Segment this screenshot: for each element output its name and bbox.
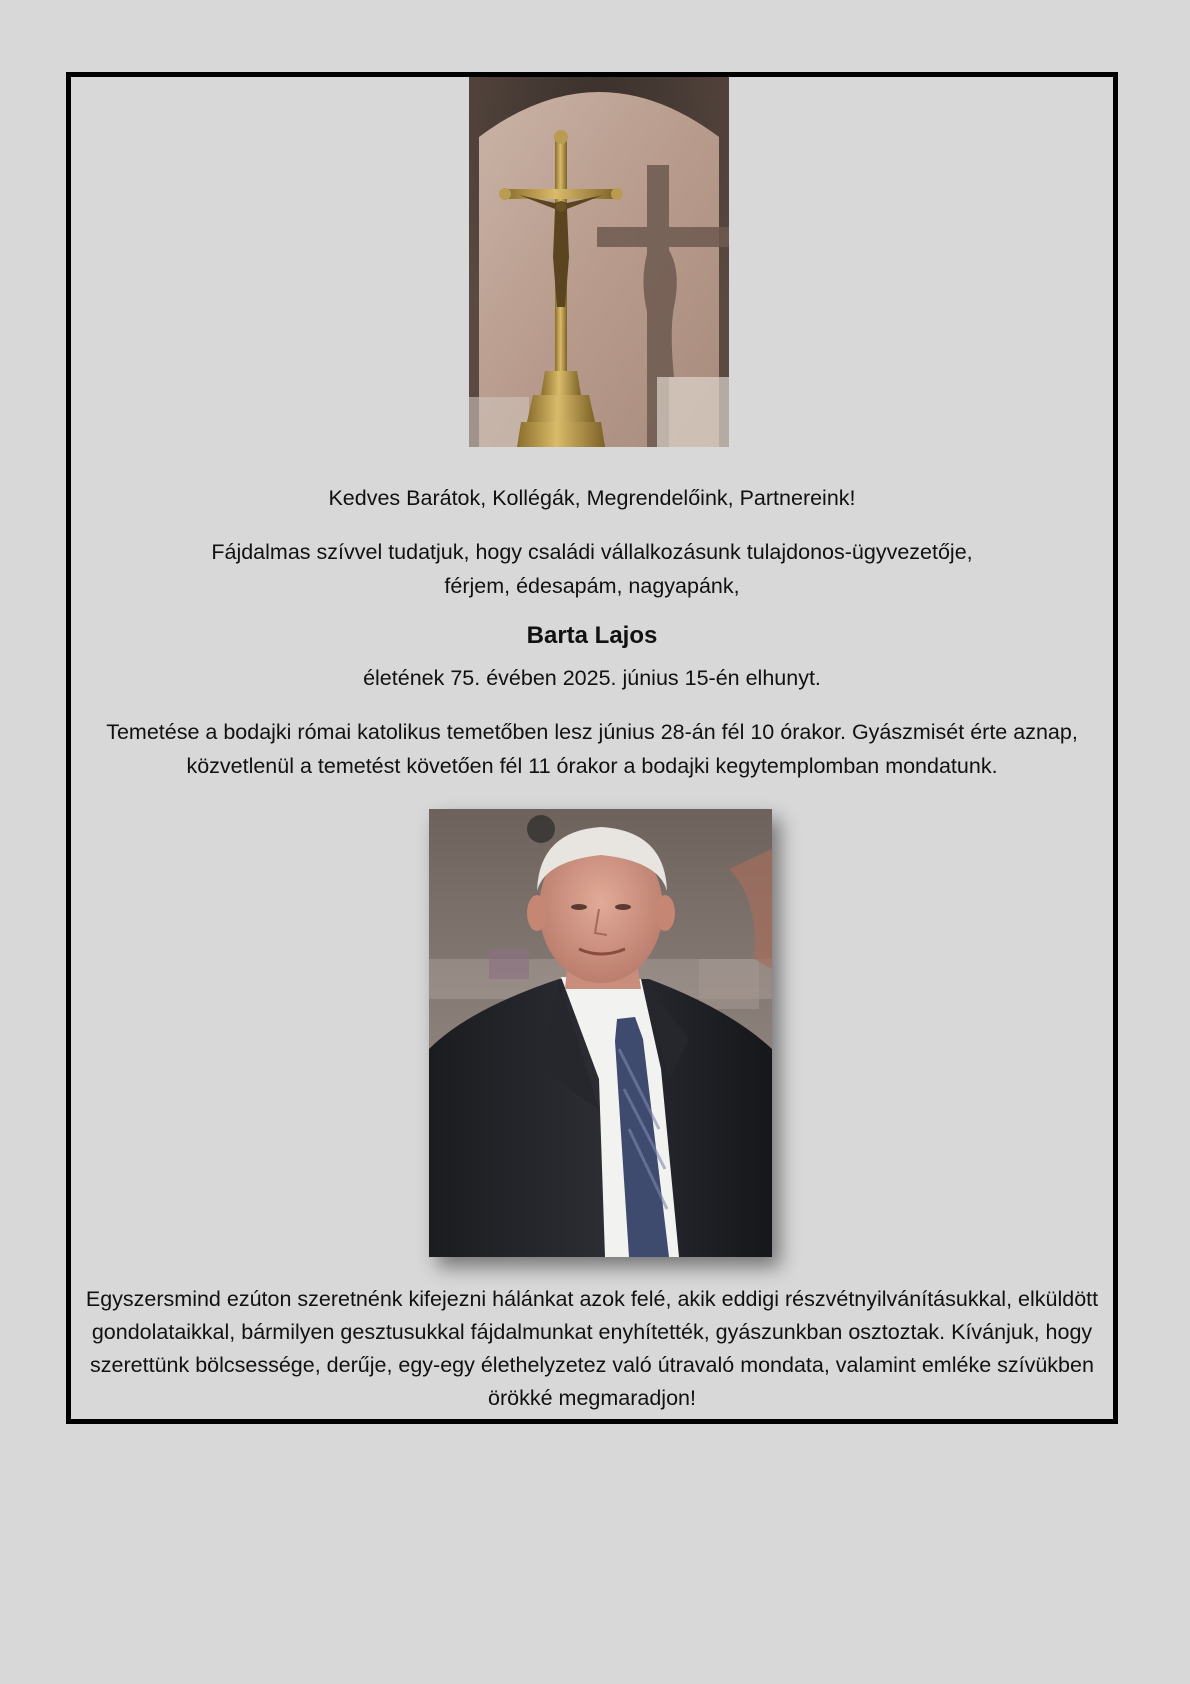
- funeral-line-1: Temetése a bodajki római katolikus temetőben lesz június 28-án fél 10 órakor. Gyászmisét érte aznap,: [106, 720, 1078, 744]
- thanks-line-3: szerettünk bölcsessége, derűje, egy-egy élethelyzetez való útravaló mondata, valamint emléke szívükben: [90, 1353, 1094, 1377]
- thanks-line-1: Egyszersmind ezúton szeretnénk kifejezni hálánkat azok felé, akik eddigi részvétnyilvánításukkal, elküldött: [85, 1287, 1099, 1311]
- age-and-date-text: életének 75. évében 2025. június 15-én elhunyt.: [363, 666, 821, 690]
- greeting-text: Kedves Barátok, Kollégák, Megrendelőink, Partnereink!: [328, 486, 856, 510]
- thanks-text: [77, 1283, 1107, 1415]
- crucifix-photo: [469, 77, 729, 447]
- announcement-line-2: férjem, édesapám, nagyapánk,: [444, 574, 740, 598]
- thanks-line-2: gondolataikkal, bármilyen gesztusukkal fájdalmunkat enyhítették, gyászunkban osztoztak. Kívánjuk, hogy: [91, 1320, 1093, 1344]
- funeral-line-2: közvetlenül a temetést követően fél 11 órakor a bodajki kegytemplomban mondatunk.: [186, 754, 998, 778]
- portrait-photo: [429, 809, 772, 1257]
- thanks-line-4: örökké megmaradjon!: [488, 1386, 696, 1410]
- funeral-text: [71, 715, 1113, 783]
- obituary-frame: [66, 72, 1118, 1424]
- announcement-line-1: Fájdalmas szívvel tudatjuk, hogy családi vállalkozásunk tulajdonos-ügyvezetője,: [211, 540, 973, 564]
- announcement-text: [71, 535, 1113, 603]
- deceased-name: Barta Lajos: [526, 622, 658, 649]
